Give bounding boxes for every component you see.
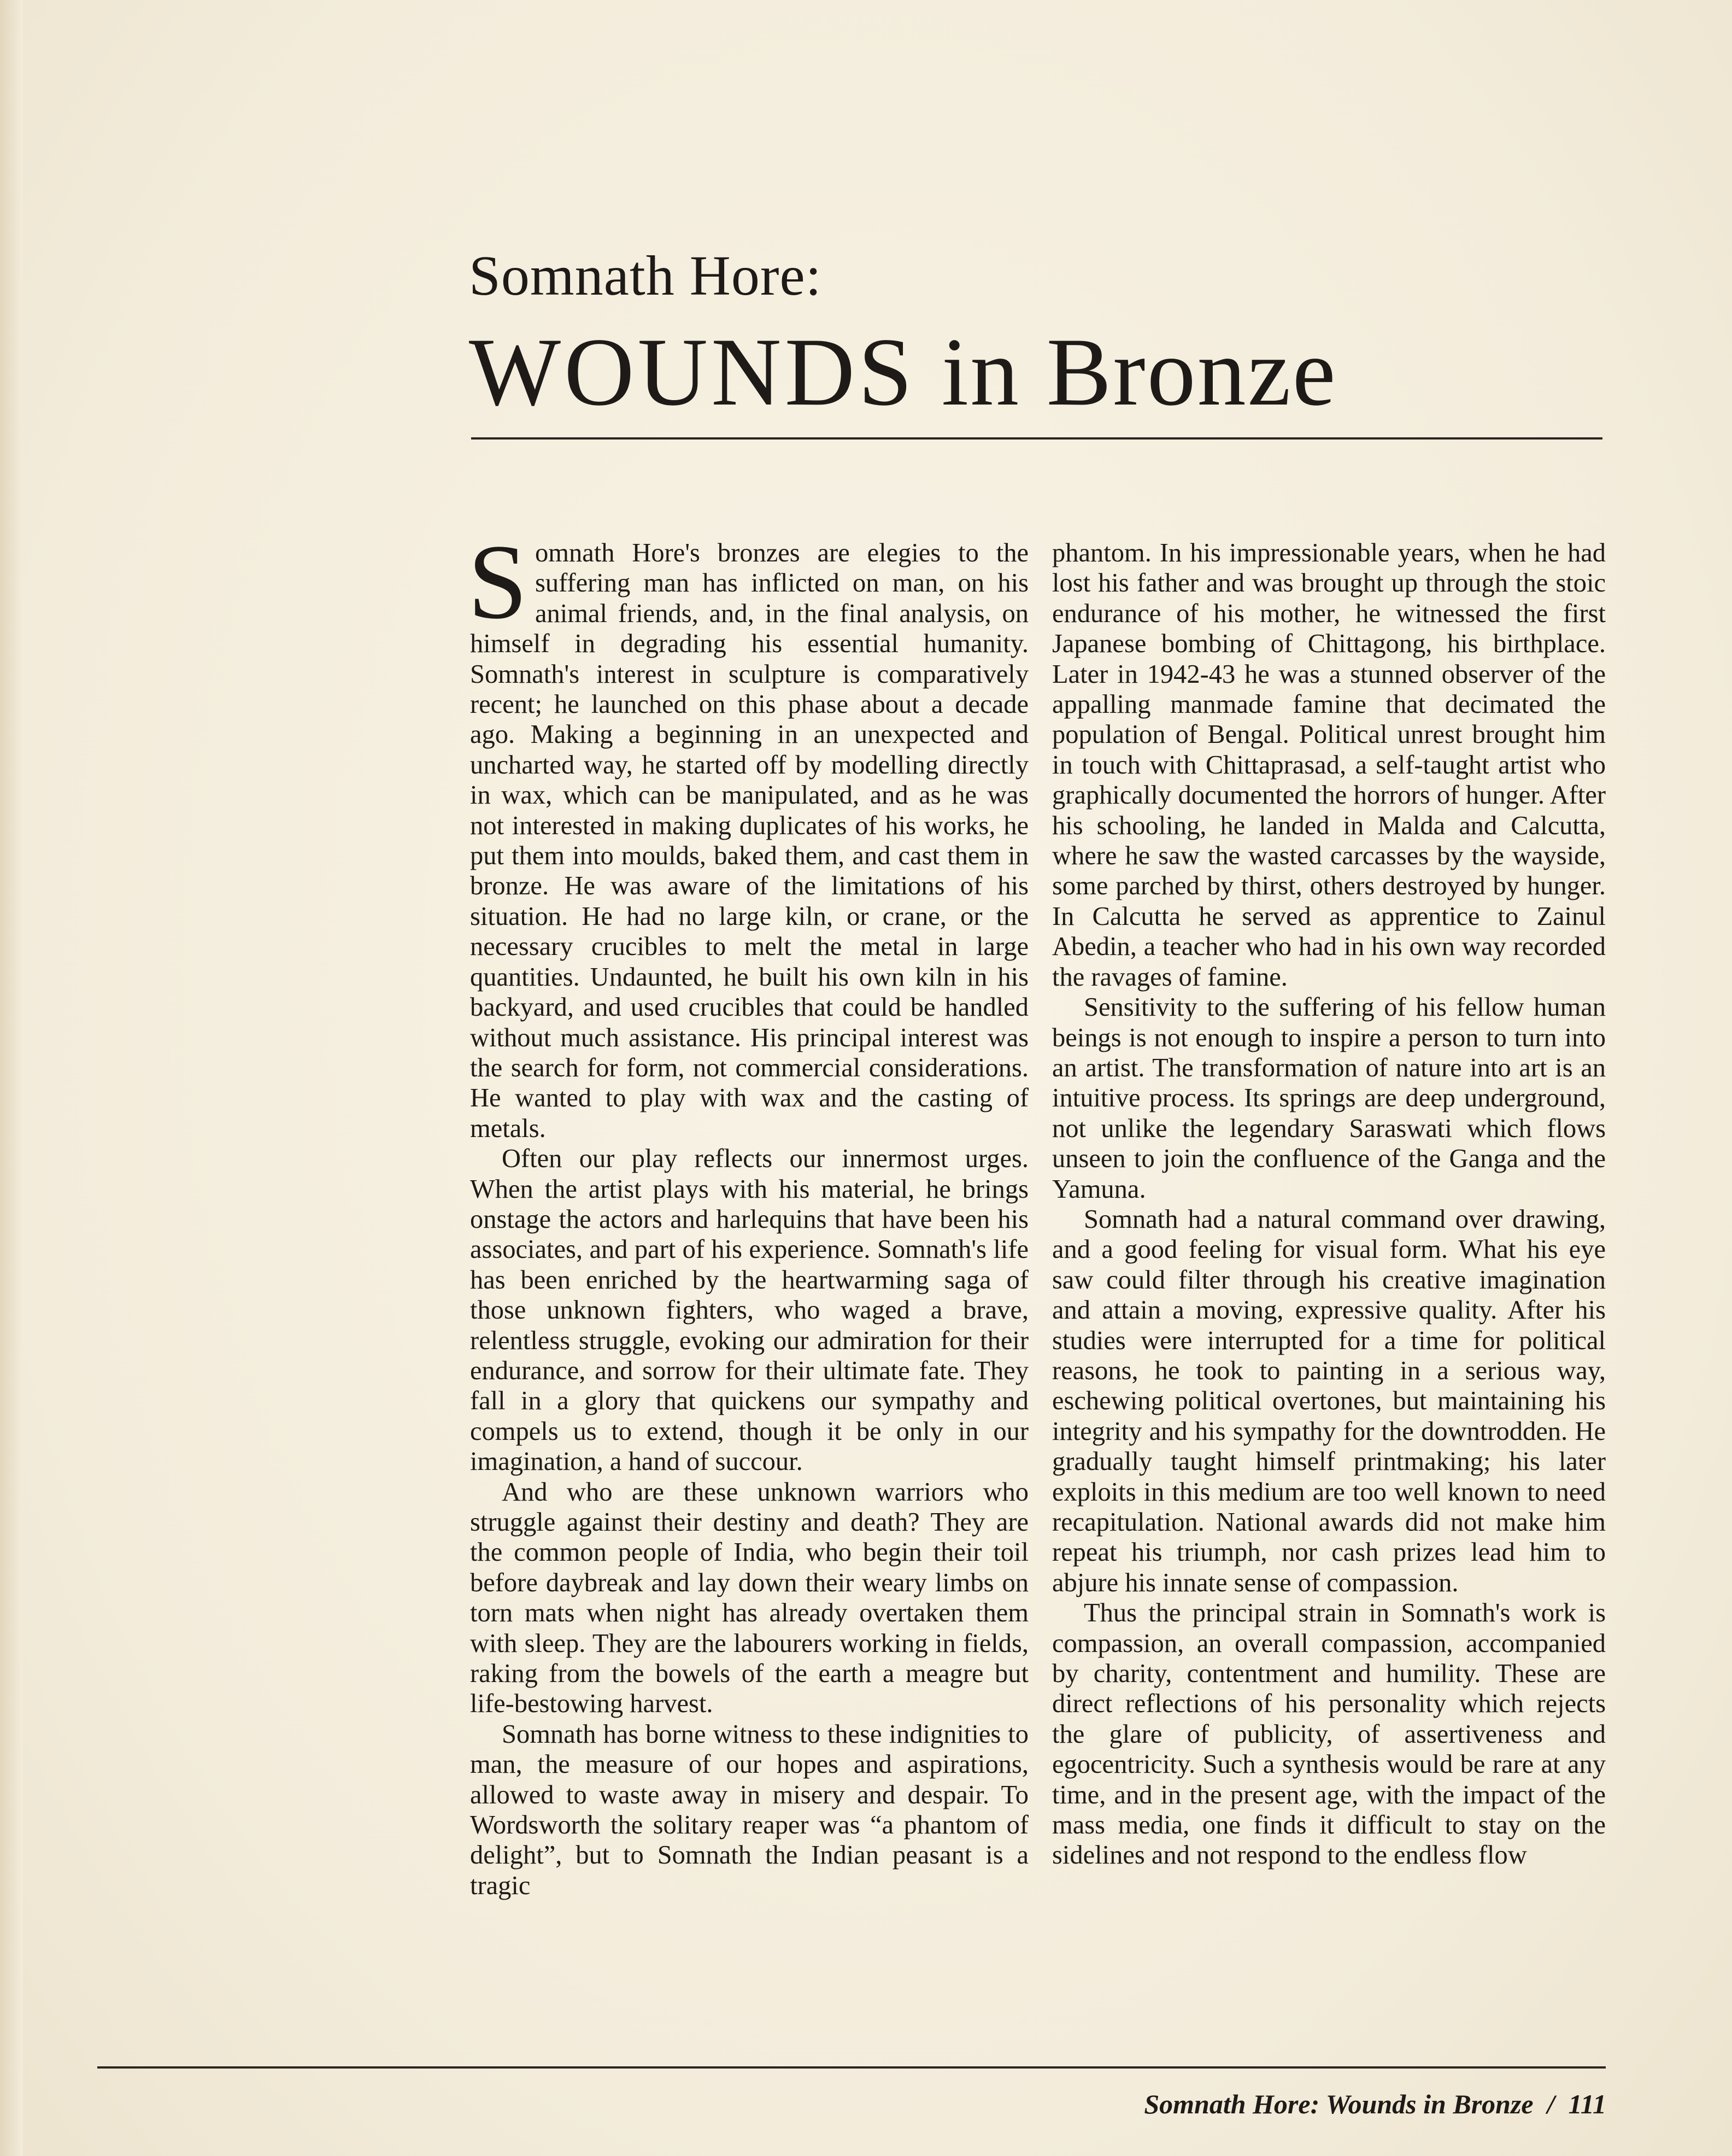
paragraph-6: Somnath had a natural command over drawing, and a good feeling for visual form. What his eye saw could filter through his creative imagination and attain a moving, expressive quality. After his studies were interrupted for a time for political reasons, he took to painting in a serious way, eschewing political overtones, but maintaining his integrity and his sympathy for the downtrodden. He gradually taught himself printmaking; his later exploits in this medium are too well known to need recapitulation. National awards did not make him repeat his triumph, nor cash prizes lead him to abjure his innate sense of compassion.: [1052, 1204, 1606, 1597]
page-footer: [1144, 2087, 1606, 2121]
paragraph-7: Thus the principal strain in Somnath's work is compassion, an overall compassion, accompanied by charity, contentment and humility. These are direct reflections of his personality which rejects the glare of publicity, of assertiveness and egocentricity. Such a synthesis would be rare at any time, and in the present age, with the impact of the mass media, one finds it difficult to stay on the sidelines and not respond to the endless flow: [1052, 1598, 1606, 1870]
paragraph-2: Often our play reflects our innermost urges. When the artist plays with his material, he brings onstage the actors and harlequins that have been his associates, and part of his experience. Somnath's life has been enriched by the heartwarming saga of those unknown fighters, who waged a brave, relentless struggle, evoking our admiration for their endurance, and sorrow for their ultimate fate. They fall in a glory that quickens our sympathy and compels us to extend, though it be only in our imagination, a hand of succour.: [470, 1144, 1029, 1477]
paragraph-1-text: omnath Hore's bronzes are elegies to the suffering man has inflicted on man, on his animal friends, and, in the final analysis, on himself in degrading his essential humanity. Somnath's interest in sculpture is comparatively recent; he launched on this phase about a decade ago. Making a beginning in an unexpected and uncharted way, he started off by modelling directly in wax, which can be manipulated, and as he was not interested in making duplicates of his works, he put them into moulds, baked them, and cast them in bronze. He was aware of the limitations of his situation. He had no large kiln, or crane, or the necessary crucibles to melt the metal in large quantities. Undaunted, he built his own kiln in his backyard, and used crucibles that could be handled without much assistance. His principal interest was the search for form, not commercial considerations. He wanted to play with wax and the casting of metals.: [470, 538, 1029, 1143]
article-title-caps: WOUNDS: [469, 318, 916, 426]
paragraph-3: And who are these unknown warriors who struggle against their destiny and death? They are the common people of India, who begin their toil before daybreak and lay down their weary limbs on torn mats when night has already overtaken them with sleep. They are the labourers working in fields, raking from the bowels of the earth a meagre but life-bestowing harvest.: [470, 1477, 1029, 1719]
article-subtitle: Somnath Hore:: [469, 244, 822, 307]
article-title-rest: in Bronze: [915, 318, 1337, 426]
left-column: [468, 523, 1029, 1901]
paragraph-4-continued: phantom. In his impressionable years, when he had lost his father and was brought up through the stoic endurance of his mother, he witnessed the first Japanese bombing of Chittagong, his birthplace. Later in 1942-43 he was a stunned observer of the appalling manmade famine that decimated the population of Bengal. Political unrest brought him in touch with Chittaprasad, a self-taught artist who graphically documented the horrors of hunger. After his schooling, he landed in Malda and Calcutta, where he saw the wasted carcasses by the wayside, some parched by thirst, others destroyed by hunger. In Calcutta he served as apprentice to Zainul Abedin, a teacher who had in his own way recorded the ravages of famine.: [1052, 538, 1606, 992]
paragraph-1: [468, 523, 1029, 1144]
running-title: Somnath Hore: Wounds in Bronze: [1144, 2089, 1534, 2119]
drop-cap: S: [468, 523, 528, 641]
page-binding-edge: [0, 0, 23, 2156]
article-title: [469, 314, 1337, 429]
title-divider: [471, 437, 1602, 440]
paragraph-5: Sensitivity to the suffering of his fellow human beings is not enough to inspire a person to turn into an artist. The transformation of nature into art is an intuitive process. Its springs are deep underground, not unlike the legendary Saraswati which flows unseen to join the confluence of the Ganga and the Yamuna.: [1052, 993, 1606, 1204]
page-number: 111: [1568, 2089, 1606, 2119]
footer-separator: /: [1547, 2089, 1555, 2119]
paragraph-4: Somnath has borne witness to these indignities to man, the measure of our hopes and aspirations, allowed to waste away in misery and despair. To Wordsworth the solitary reaper was “a phantom of delight”, but to Somnath the Indian peasant is a tragic: [470, 1719, 1029, 1900]
right-column: [1052, 538, 1606, 1871]
footer-divider: [97, 2066, 1606, 2069]
